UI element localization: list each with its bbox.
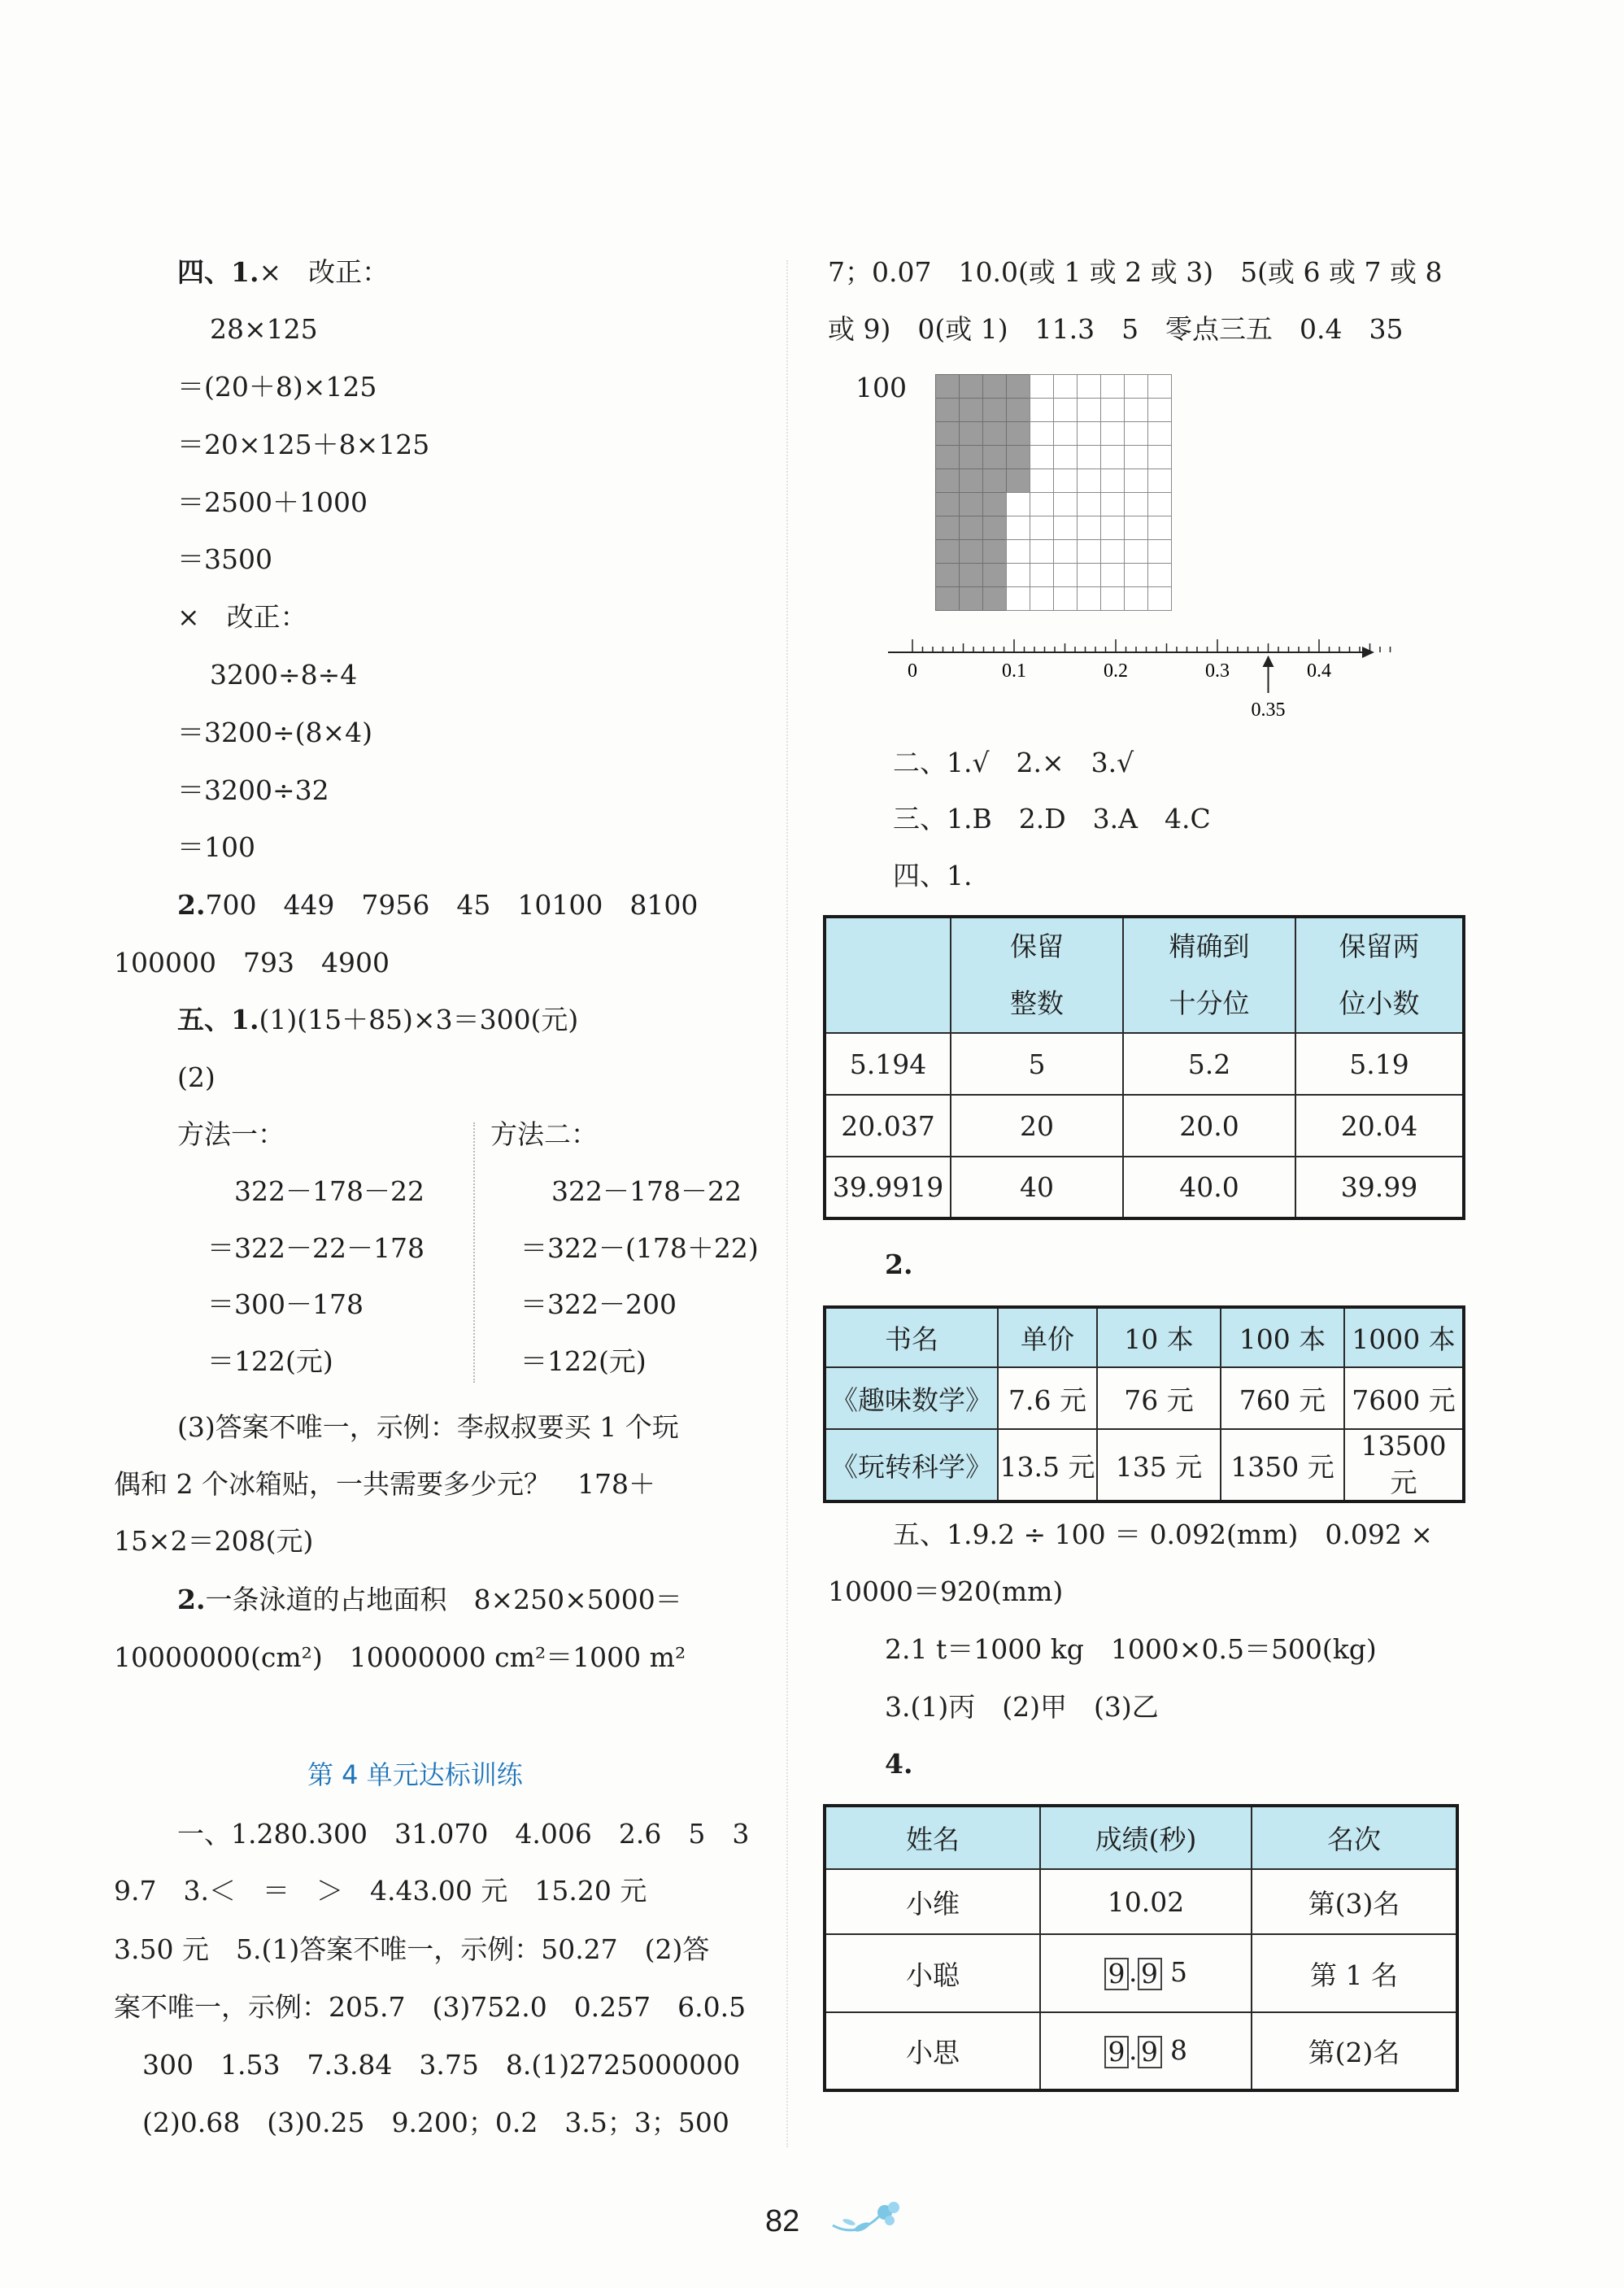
grid-cell	[1077, 492, 1101, 516]
grid-cell	[1124, 586, 1148, 611]
grid-cell	[935, 421, 960, 446]
calc-line: ＝122(元)	[520, 1345, 647, 1377]
grid-cell	[935, 516, 960, 540]
grid-cell	[1053, 586, 1078, 611]
grid-cell	[1053, 516, 1078, 540]
grid-cell	[1147, 539, 1172, 564]
score-cell: 9 . 9 8	[1040, 2012, 1252, 2090]
row-label-cell: 《趣味数学》	[825, 1367, 998, 1429]
table-cell: 13.5 元	[998, 1429, 1097, 1501]
calc-line: ＝20×125＋8×125	[177, 429, 430, 460]
table-cell: 小聪	[825, 1934, 1040, 2012]
marker-arrowhead	[1263, 656, 1274, 667]
grid-cell	[982, 516, 1007, 540]
calc-line: ＝(20＋8)×125	[177, 371, 377, 403]
boxed-digit: 9	[1104, 1958, 1129, 1990]
grid-cell	[1030, 421, 1054, 446]
grid-cell	[1147, 374, 1172, 399]
calc-line: × 改正：	[177, 601, 307, 633]
marker-label: 0.35	[1251, 699, 1286, 721]
table-cell: 20	[951, 1095, 1123, 1157]
grid-cell	[959, 563, 983, 587]
q3-line: 三、1.B 2.D 3.A 4.C	[893, 803, 1211, 835]
answer-line: 3.50 元 5.(1)答案不唯一，示例：50.27 (2)答	[114, 1933, 710, 1965]
grid-cell	[982, 374, 1007, 399]
header-label: 保留两 位小数	[1339, 930, 1420, 1019]
grid-cell	[1006, 492, 1030, 516]
grid-cell	[982, 421, 1007, 446]
grid-cell	[935, 492, 960, 516]
header-cell: 10 本	[1097, 1307, 1221, 1367]
grid-cell	[1147, 516, 1172, 540]
table-cell: 1350 元	[1221, 1429, 1344, 1501]
table-cell: 20.037	[825, 1095, 951, 1157]
tick-label: 0.1	[1002, 660, 1026, 682]
grid-cell	[1053, 421, 1078, 446]
answer-line: 15×2＝208(元)	[114, 1525, 314, 1557]
grid-cell	[1147, 563, 1172, 587]
boxed-digit: 9	[1138, 1958, 1162, 1990]
column-divider	[786, 260, 788, 2147]
table-cell: 20.04	[1295, 1095, 1464, 1157]
race-result-table	[823, 1804, 1459, 2092]
method-two-title: 方法二：	[490, 1118, 598, 1150]
table-cell: 第(2)名	[1252, 2012, 1457, 2090]
grid-cell	[1030, 398, 1054, 422]
grid-cell	[959, 586, 983, 611]
header-cell	[951, 917, 1123, 1033]
answer-line: 一、1.280.300 31.070 4.006 2.6 5 3	[177, 1818, 750, 1850]
grid-cell	[1030, 492, 1054, 516]
grid-cell	[1053, 492, 1078, 516]
answer-line: 偶和 2 个冰箱贴，一共需要多少元？ 178＋	[114, 1468, 655, 1500]
grid-cell	[1147, 492, 1172, 516]
calc-line: ＝2500＋1000	[177, 486, 368, 518]
grid-cell	[1077, 468, 1101, 493]
digit: 5	[1170, 1956, 1187, 1988]
grid-cell	[1100, 492, 1125, 516]
grid-cell	[1077, 586, 1101, 611]
answer-line: 100000 793 4900	[114, 947, 390, 978]
answer-text: 一条泳道的占地面积 8×250×5000＝	[205, 1584, 682, 1615]
grid-cell	[1100, 539, 1125, 564]
grid-cell	[959, 374, 983, 399]
tick-label: 0.3	[1205, 660, 1230, 682]
grid-cell	[1053, 445, 1078, 469]
grid-cell	[1100, 516, 1125, 540]
table-cell: 5.194	[825, 1033, 951, 1095]
q4-2-label: 2.	[885, 1249, 913, 1280]
grid-cell	[1053, 539, 1078, 564]
grid-cell	[1006, 586, 1030, 611]
grid-cell	[1077, 398, 1101, 422]
q4-1-line	[177, 255, 389, 290]
answer-line: 300 1.53 7.3.84 3.75 8.(1)2725000000	[142, 2049, 741, 2081]
rounding-table	[823, 915, 1465, 1220]
answer-line: 或 9) 0(或 1) 11.3 5 零点三五 0.4 35	[828, 313, 1404, 345]
grid-cell	[1100, 398, 1125, 422]
grid-cell	[1030, 586, 1054, 611]
header-cell: 100 本	[1221, 1307, 1344, 1367]
grid-cell	[1077, 563, 1101, 587]
header-cell: 成绩(秒)	[1040, 1806, 1252, 1869]
grid-cell	[1006, 563, 1030, 587]
grid-cell	[959, 445, 983, 469]
grid-cell	[1147, 468, 1172, 493]
grid-cell	[1077, 374, 1101, 399]
grid-cell	[982, 586, 1007, 611]
q5-4-label: 4.	[885, 1748, 913, 1780]
header-cell: 名次	[1252, 1806, 1457, 1869]
calc-line: 28×125	[210, 313, 318, 345]
boxed-digit: 9	[1138, 2036, 1162, 2068]
calc-line: ＝3200÷(8×4)	[177, 717, 373, 748]
grid-cell	[1100, 586, 1125, 611]
grid-cell	[1077, 539, 1101, 564]
grid-cell	[1124, 516, 1148, 540]
table-cell: 小思	[825, 2012, 1040, 2090]
answer-text: (1)(15＋85)×3＝300(元)	[259, 1004, 579, 1035]
grid-cell	[935, 374, 960, 399]
question-number: 2.	[177, 1584, 206, 1615]
grid-cell	[1053, 468, 1078, 493]
page-number: 82	[765, 2204, 800, 2238]
number-line	[878, 626, 1399, 724]
tick-label: 0.2	[1104, 660, 1128, 682]
grid-cell	[1124, 398, 1148, 422]
q4-2-line	[177, 887, 698, 923]
answer-line: (2)0.68 (3)0.25 9.200；0.2 3.5；3；500	[142, 2107, 729, 2138]
grid-cell	[959, 468, 983, 493]
grid-cell	[935, 445, 960, 469]
method-divider	[473, 1122, 475, 1383]
table-cell: 40.0	[1123, 1157, 1295, 1218]
grid-cell	[1124, 563, 1148, 587]
question-number: 2.	[177, 889, 206, 921]
score-cell: 9 . 9 5	[1040, 1934, 1252, 2012]
grid-cell	[982, 398, 1007, 422]
grid-cell	[959, 539, 983, 564]
answer-line: (2)	[177, 1061, 216, 1093]
grid-cell	[959, 516, 983, 540]
grid-cell	[1100, 374, 1125, 399]
table-cell: 5.2	[1123, 1033, 1295, 1095]
table-cell: 7600 元	[1344, 1367, 1464, 1429]
table-cell: 40	[951, 1157, 1123, 1218]
header-cell: 单价	[998, 1307, 1097, 1367]
header-cell	[1295, 917, 1464, 1033]
grid-cell	[1030, 539, 1054, 564]
calc-line: ＝3200÷32	[177, 774, 329, 806]
grid-cell	[982, 445, 1007, 469]
table-cell: 5.19	[1295, 1033, 1464, 1095]
grid-cell	[1006, 374, 1030, 399]
row-label-cell: 《玩转科学》	[825, 1429, 998, 1501]
grid-cell	[1147, 398, 1172, 422]
answer-line: 10000000(cm²) 10000000 cm²＝1000 m²	[114, 1641, 686, 1673]
table-cell: 39.9919	[825, 1157, 951, 1218]
answer-line: 9.7 3.＜ ＝ ＞ 4.43.00 元 15.20 元	[114, 1875, 647, 1907]
flower-icon	[831, 2198, 904, 2240]
calc-line: 322－178－22	[234, 1175, 425, 1207]
section-title: 第 4 单元达标训练	[307, 1759, 523, 1790]
grid-cell	[1100, 445, 1125, 469]
tick-label: 0	[908, 660, 917, 682]
calc-line: ＝322－(178＋22)	[520, 1232, 759, 1264]
grid-cell	[1030, 563, 1054, 587]
header-cell: 1000 本	[1344, 1307, 1464, 1367]
answer-line: 五、1.9.2 ÷ 100 ＝ 0.092(mm) 0.092 ×	[893, 1519, 1433, 1550]
grid-cell	[1030, 445, 1054, 469]
calc-line: ＝300－178	[207, 1288, 364, 1320]
grid-cell	[959, 398, 983, 422]
grid-cell	[1077, 421, 1101, 446]
method-one-title: 方法一：	[177, 1118, 285, 1150]
table-cell: 5	[951, 1033, 1123, 1095]
grid-cell	[1100, 468, 1125, 493]
grid-cell	[1030, 468, 1054, 493]
table-cell: 小维	[825, 1869, 1040, 1934]
header-label: 保留 整数	[1010, 930, 1064, 1019]
grid-cell	[1006, 539, 1030, 564]
answer-line: (3)答案不唯一，示例：李叔叔要买 1 个玩	[177, 1411, 679, 1443]
table-cell: 39.99	[1295, 1157, 1464, 1218]
grid-cell	[1077, 445, 1101, 469]
grid-cell	[1030, 374, 1054, 399]
calc-line: 3200÷8÷4	[210, 659, 358, 691]
answer-line: 10000＝920(mm)	[828, 1575, 1064, 1607]
calc-line: ＝100	[177, 831, 255, 863]
grid-cell	[959, 492, 983, 516]
grid-cell	[935, 398, 960, 422]
grid-cell	[1006, 398, 1030, 422]
tick-label: 0.4	[1307, 660, 1331, 682]
answer-line: 2.1 t＝1000 kg 1000×0.5＝500(kg)	[885, 1633, 1377, 1665]
table-cell: 13500 元	[1344, 1429, 1464, 1501]
grid-cell	[1100, 563, 1125, 587]
q2-line: 二、1.√ 2.× 3.√	[893, 747, 1134, 778]
calc-line: 322－178－22	[551, 1175, 742, 1207]
header-cell: 书名	[825, 1307, 998, 1367]
table-cell: 76 元	[1097, 1367, 1221, 1429]
grid-cell	[982, 468, 1007, 493]
grid-cell	[1053, 398, 1078, 422]
header-cell	[825, 917, 951, 1033]
grid-cell	[1147, 445, 1172, 469]
digit: 8	[1170, 2033, 1187, 2066]
table-cell: 第(3)名	[1252, 1869, 1457, 1934]
calc-line: ＝122(元)	[207, 1345, 333, 1377]
grid-cell	[982, 539, 1007, 564]
grid-cell	[935, 563, 960, 587]
grid-cell	[1006, 421, 1030, 446]
grid-cell	[959, 421, 983, 446]
grid-cell	[1006, 468, 1030, 493]
table-cell: 10.02	[1040, 1869, 1252, 1934]
answer-line: 案不唯一，示例：205.7 (3)752.0 0.257 6.0.5	[114, 1991, 747, 2023]
grid-cell	[1030, 516, 1054, 540]
grid-cell	[935, 539, 960, 564]
section-marker: 四、1.	[177, 256, 259, 288]
book-price-table	[823, 1305, 1465, 1503]
table-cell: 135 元	[1097, 1429, 1221, 1501]
grid-cell	[1053, 563, 1078, 587]
q4-line: 四、1.	[893, 860, 973, 891]
q5-2-line	[177, 1582, 682, 1618]
boxed-digit: 9	[1104, 2036, 1129, 2068]
grid-cell	[1124, 445, 1148, 469]
grid-cell	[935, 586, 960, 611]
grid-cell	[1053, 374, 1078, 399]
calc-line: ＝322－200	[520, 1288, 677, 1320]
grid-cell	[1124, 374, 1148, 399]
table-cell: 第 1 名	[1252, 1934, 1457, 2012]
header-label: 精确到 十分位	[1169, 930, 1250, 1019]
grid-cell	[1006, 445, 1030, 469]
grid-cell	[1147, 586, 1172, 611]
q4-1-text: × 改正：	[259, 256, 390, 288]
answer-line: 3.(1)丙 (2)甲 (3)乙	[885, 1691, 1159, 1723]
header-cell: 姓名	[825, 1806, 1040, 1869]
grid-cell	[982, 563, 1007, 587]
answer-text: 700 449 7956 45 10100 8100	[205, 889, 699, 921]
table-cell: 20.0	[1123, 1095, 1295, 1157]
grid-cell	[1077, 516, 1101, 540]
answer-line: 7；0.07 10.0(或 1 或 2 或 3) 5(或 6 或 7 或 8	[828, 256, 1443, 288]
q5-1-line	[177, 1002, 578, 1038]
calc-line: ＝322－22－178	[207, 1232, 425, 1264]
grid-cell	[935, 468, 960, 493]
grid-cell	[982, 492, 1007, 516]
grid-cell	[1006, 516, 1030, 540]
table-cell: 7.6 元	[998, 1367, 1097, 1429]
grid-cell	[1124, 539, 1148, 564]
hundred-square-grid	[935, 374, 1171, 610]
table-cell: 760 元	[1221, 1367, 1344, 1429]
grid-label: 100	[856, 372, 907, 403]
grid-cell	[1124, 421, 1148, 446]
grid-cell	[1147, 421, 1172, 446]
grid-cell	[1124, 492, 1148, 516]
calc-line: ＝3500	[177, 543, 272, 575]
grid-cell	[1124, 468, 1148, 493]
header-cell	[1123, 917, 1295, 1033]
grid-cell	[1100, 421, 1125, 446]
section-marker: 五、1.	[177, 1004, 259, 1035]
